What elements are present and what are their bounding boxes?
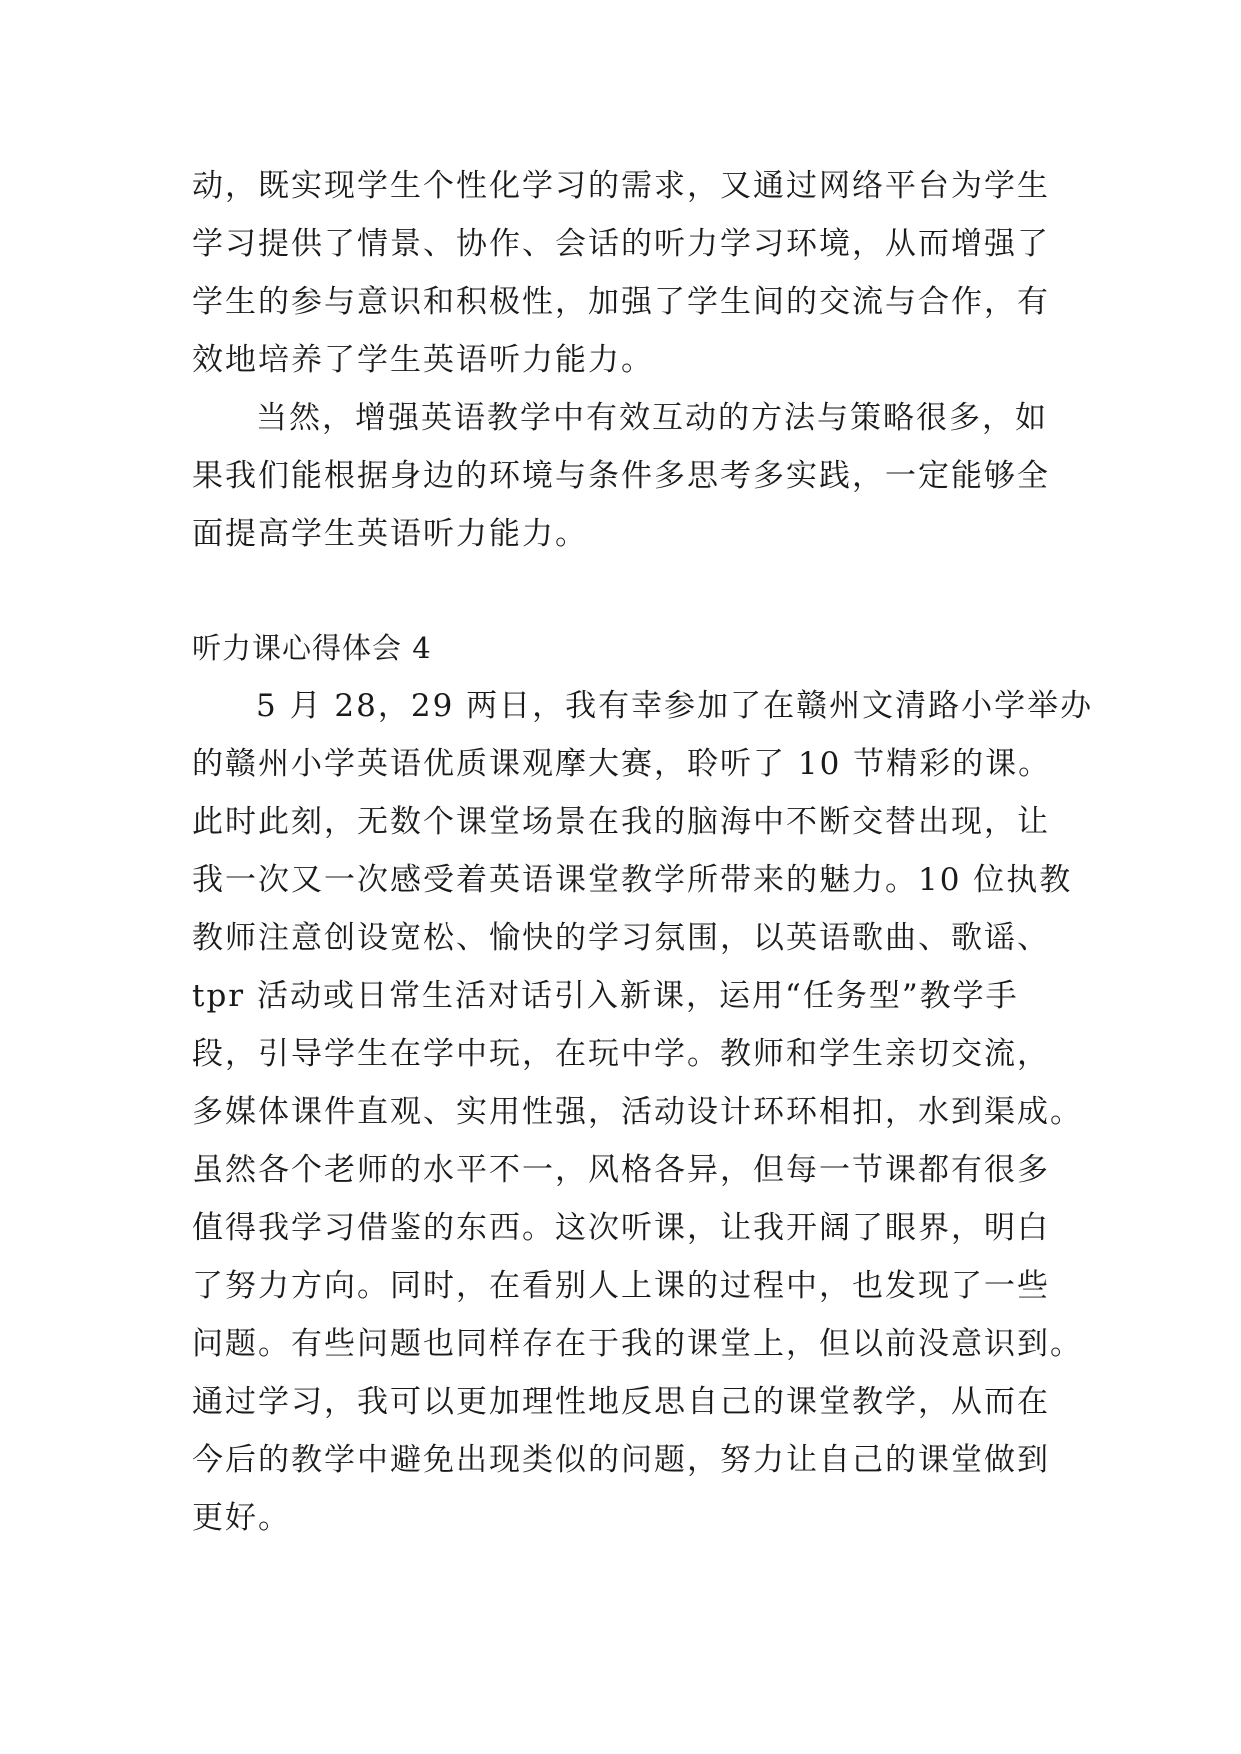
paragraph-line: 的赣州小学英语优质课观摩大赛，聆听了 10 节精彩的课。 xyxy=(192,746,1052,782)
paragraph-line: 今后的教学中避免出现类似的问题，努力让自己的课堂做到 xyxy=(192,1442,1050,1478)
section-title: 听力课心得体会 4 xyxy=(192,631,432,665)
paragraph-line: 虽然各个老师的水平不一，风格各异，但每一节课都有很多 xyxy=(192,1152,1050,1188)
paragraph-line: tpr 活动或日常生活对话引入新课，运用“任务型”教学手 xyxy=(192,978,1019,1014)
paragraph-line: 学习提供了情景、协作、会话的听力学习环境，从而增强了 xyxy=(192,226,1050,262)
paragraph-line: 段，引导学生在学中玩，在玩中学。教师和学生亲切交流， xyxy=(192,1036,1050,1072)
paragraph-line: 效地培养了学生英语听力能力。 xyxy=(192,342,654,378)
paragraph-line: 学生的参与意识和积极性，加强了学生间的交流与合作，有 xyxy=(192,284,1050,320)
paragraph-line: 通过学习，我可以更加理性地反思自己的课堂教学，从而在 xyxy=(192,1384,1050,1420)
paragraph-line: 面提高学生英语听力能力。 xyxy=(192,516,588,552)
paragraph-line: 值得我学习借鉴的东西。这次听课，让我开阔了眼界，明白 xyxy=(192,1210,1050,1246)
paragraph-line: 当然，增强英语教学中有效互动的方法与策略很多，如 xyxy=(256,400,1048,436)
paragraph-line: 了努力方向。同时，在看别人上课的过程中，也发现了一些 xyxy=(192,1268,1050,1304)
paragraph-line: 我一次又一次感受着英语课堂教学所带来的魅力。10 位执教 xyxy=(192,862,1073,898)
paragraph-line: 教师注意创设宽松、愉快的学习氛围，以英语歌曲、歌谣、 xyxy=(192,920,1050,956)
paragraph-line: 此时此刻，无数个课堂场景在我的脑海中不断交替出现，让 xyxy=(192,804,1050,840)
paragraph-line: 多媒体课件直观、实用性强，活动设计环环相扣，水到渠成。 xyxy=(192,1094,1083,1130)
paragraph-line: 5 月 28，29 两日，我有幸参加了在赣州文清路小学举办 xyxy=(256,688,1094,724)
paragraph-line: 动，既实现学生个性化学习的需求，又通过网络平台为学生 xyxy=(192,168,1050,204)
paragraph-line: 更好。 xyxy=(192,1500,291,1536)
paragraph-line: 问题。有些问题也同样存在于我的课堂上，但以前没意识到。 xyxy=(192,1326,1083,1362)
paragraph-line: 果我们能根据身边的环境与条件多思考多实践，一定能够全 xyxy=(192,458,1050,494)
